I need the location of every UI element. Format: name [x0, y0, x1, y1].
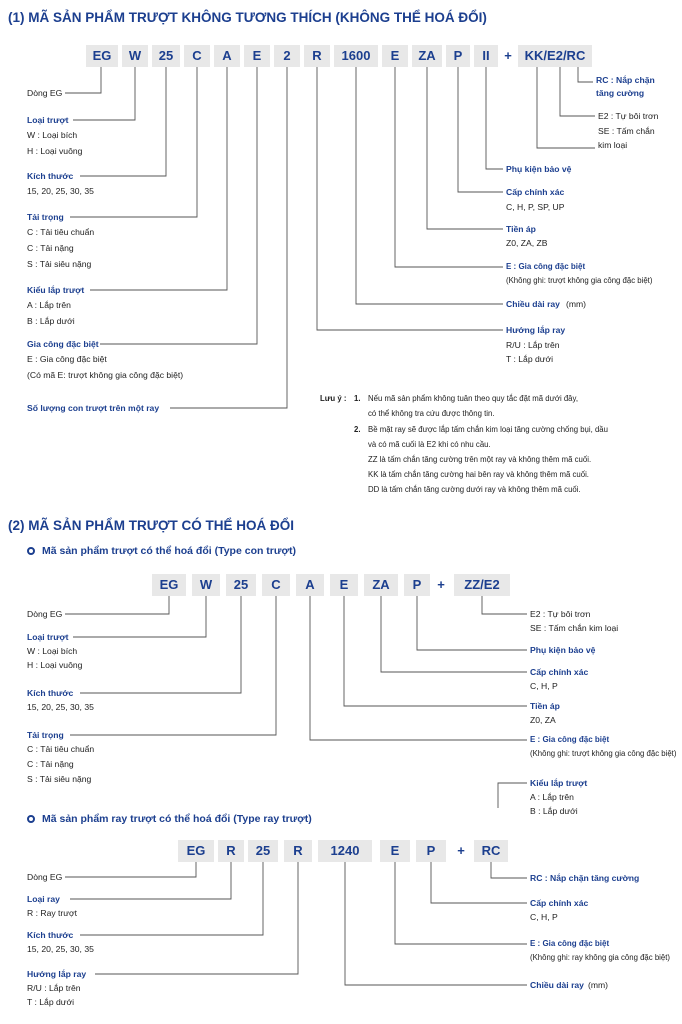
s1-acc-title: Phụ kiện bảo vệ: [506, 164, 572, 174]
s2-load-s: S : Tải siêu nặng: [27, 774, 92, 784]
code3-mount: R: [284, 840, 312, 862]
note-1-line1: Nếu mã sản phẩm không tuân theo quy tắc đặt mã dưới đây,: [368, 394, 578, 403]
note-2-line2: và có mã cuối là E2 khi có nhu cầu.: [368, 440, 491, 449]
code-mount: A: [214, 45, 240, 67]
note-2-line1: Bề mặt ray sẽ được lắp tấm chắn kim loại tăng cường chống bụi, dầu: [368, 425, 608, 434]
s2-mount-a: A : Lắp trên: [530, 792, 574, 802]
s1-rail-len-title: Chiều dài ray: [506, 299, 560, 309]
s3-series: Dòng EG: [27, 872, 63, 882]
s1-prec-title: Cấp chính xác: [506, 187, 565, 197]
section2-subtitle: Mã sản phẩm trượt có thể hoá đổi (Type con trượt): [42, 545, 296, 557]
code-processing: E: [244, 45, 270, 67]
code-series: EG: [86, 45, 118, 67]
s1-block-type-h: H : Loại vuông: [27, 146, 83, 156]
s2-type-h: H : Loại vuông: [27, 660, 83, 670]
code2-special: E: [330, 574, 358, 596]
code3-options: RC: [474, 840, 508, 862]
note-1-num: 1.: [354, 394, 361, 403]
code-preload: ZA: [412, 45, 442, 67]
s1-block-type-w: W : Loại bích: [27, 130, 78, 140]
s1-series: Dòng EG: [27, 88, 63, 98]
code3-size: 25: [248, 840, 278, 862]
s1-prec-values: C, H, P, SP, UP: [506, 202, 565, 212]
s3-size-title: Kích thước: [27, 930, 74, 940]
s3-e-title: E : Gia công đặc biệt: [530, 939, 610, 948]
code3-special: E: [380, 840, 410, 862]
s2-type-w: W : Loại bích: [27, 646, 78, 656]
code-precision: P: [446, 45, 470, 67]
note-2-line3: ZZ là tấm chắn tăng cường trên một ray và không thêm mã cuối.: [368, 455, 592, 464]
code2-type: W: [192, 574, 220, 596]
s1-e-title: E : Gia công đặc biệt: [506, 262, 586, 271]
s2-load-c1: C : Tải tiêu chuẩn: [27, 744, 95, 754]
s1-se2: kim loại: [598, 140, 628, 150]
s1-preload-values: Z0, ZA, ZB: [506, 238, 548, 248]
s1-preload-title: Tiền áp: [506, 224, 536, 234]
code-size: 25: [152, 45, 180, 67]
s3-mount-title: Hướng lắp ray: [27, 969, 87, 979]
s1-mount-b: B : Lắp dưới: [27, 316, 75, 326]
s3-size-values: 15, 20, 25, 30, 35: [27, 944, 94, 954]
s1-proc-title: Gia công đặc biệt: [27, 339, 99, 349]
s1-e-note: (Không ghi: trượt không gia công đặc biệt): [506, 276, 653, 285]
s2-size-values: 15, 20, 25, 30, 35: [27, 702, 94, 712]
s3-rc: RC : Nắp chặn tăng cường: [530, 873, 640, 883]
code-rail-length: 1600: [334, 45, 378, 67]
s1-rc: RC : Nắp chặn: [596, 75, 655, 85]
section2-title: (2) MÃ SẢN PHẨM TRƯỢT CÓ THỂ HOÁ ĐỔI: [8, 518, 294, 533]
code3-type: R: [218, 840, 244, 862]
s1-size-values: 15, 20, 25, 30, 35: [27, 186, 94, 196]
s1-proc-e: E : Gia công đặc biệt: [27, 354, 107, 364]
code2-preload: ZA: [364, 574, 398, 596]
s2-preload-title: Tiền áp: [530, 701, 560, 711]
s3-e-note: (Không ghi: ray không gia công đặc biệt): [530, 953, 671, 962]
code-load: C: [184, 45, 210, 67]
s2-e-note: (Không ghi: trượt không gia công đặc biệt): [530, 749, 677, 758]
code2-mount: A: [296, 574, 324, 596]
s1-mount-title: Kiểu lắp trượt: [27, 285, 85, 295]
s3-type-r: R : Ray trượt: [27, 908, 78, 918]
note-1-line2: có thể không tra cứu được thông tin.: [368, 409, 495, 418]
s1-rail-len-unit: (mm): [566, 299, 587, 309]
s2-e2: E2 : Tự bôi trơn: [530, 609, 591, 619]
code2-options: ZZ/E2: [454, 574, 510, 596]
s3-type-title: Loại ray: [27, 894, 60, 904]
code3-precision: P: [416, 840, 446, 862]
notes-label: Lưu ý :: [320, 394, 347, 403]
s3-len-unit: (mm): [588, 980, 609, 990]
s1-block-type-title: Loại trượt: [27, 115, 69, 125]
s3-prec-values: C, H, P: [530, 912, 558, 922]
s1-count-title: Số lượng con trượt trên một ray: [27, 403, 160, 413]
code-plus: +: [504, 48, 512, 63]
note-2-line5: DD là tấm chắn tăng cường dưới ray và không thêm mã cuối.: [368, 485, 581, 494]
s2-prec-values: C, H, P: [530, 681, 558, 691]
s2-preload-values: Z0, ZA: [530, 715, 556, 725]
s1-se: SE : Tấm chắn: [598, 126, 655, 136]
s1-mount-a: A : Lắp trên: [27, 300, 71, 310]
note-2-num: 2.: [354, 425, 361, 434]
s2-load-title: Tải trọng: [27, 730, 64, 740]
code3-length: 1240: [318, 840, 372, 862]
code-accessory: II: [474, 45, 498, 67]
s1-rail-mount-t: T : Lắp dưới: [506, 354, 554, 364]
note-2-line4: KK là tấm chắn tăng cường hai bên ray và không thêm mã cuối.: [368, 470, 589, 479]
code2-series: EG: [152, 574, 186, 596]
s2-series: Dòng EG: [27, 609, 63, 619]
s3-mount-t: T : Lắp dưới: [27, 997, 75, 1007]
s1-load-c2: C : Tải nặng: [27, 243, 74, 253]
s2-load-c2: C : Tải nặng: [27, 759, 74, 769]
s1-load-title: Tải trọng: [27, 212, 64, 222]
s1-e2: E2 : Tự bôi trơn: [598, 111, 659, 121]
s2-e-title: E : Gia công đặc biệt: [530, 735, 610, 744]
s2-mount-b: B : Lắp dưới: [530, 806, 578, 816]
s3-prec-title: Cấp chính xác: [530, 898, 589, 908]
code3-plus: +: [457, 843, 465, 858]
code-special: E: [382, 45, 408, 67]
code2-precision: P: [404, 574, 430, 596]
section1-title: (1) MÃ SẢN PHẨM TRƯỢT KHÔNG TƯƠNG THÍCH (KHÔNG THỂ HOÁ ĐỔI): [8, 10, 487, 25]
s1-rail-mount-title: Hướng lắp ray: [506, 325, 566, 335]
s1-rc2: tăng cường: [596, 88, 645, 98]
s2-acc-title: Phụ kiện bảo vệ: [530, 645, 596, 655]
s2-type-title: Loại trượt: [27, 632, 69, 642]
code3-series: EG: [178, 840, 214, 862]
section3-subtitle: Mã sản phẩm ray trượt có thể hoá đổi (Type ray trượt): [42, 813, 312, 825]
s2-prec-title: Cấp chính xác: [530, 667, 589, 677]
code-block-type: W: [122, 45, 148, 67]
code2-size: 25: [226, 574, 256, 596]
code-options: KK/E2/RC: [518, 45, 592, 67]
s2-mount-title: Kiểu lắp trượt: [530, 778, 588, 788]
code-count: 2: [274, 45, 300, 67]
code-rail-mount: R: [304, 45, 330, 67]
s1-size-title: Kích thước: [27, 171, 74, 181]
s2-size-title: Kích thước: [27, 688, 74, 698]
s3-len-title: Chiều dài ray: [530, 980, 584, 990]
s1-proc-note: (Có mã E: trượt không gia công đặc biệt): [27, 370, 184, 380]
s2-se: SE : Tấm chắn kim loại: [530, 623, 619, 633]
s3-mount-ru: R/U : Lắp trên: [27, 983, 81, 993]
s1-rail-mount-ru: R/U : Lắp trên: [506, 340, 560, 350]
code2-load: C: [262, 574, 290, 596]
s1-load-s: S : Tải siêu nặng: [27, 259, 92, 269]
code2-plus: +: [437, 577, 445, 592]
s1-load-c1: C : Tải tiêu chuẩn: [27, 227, 95, 237]
